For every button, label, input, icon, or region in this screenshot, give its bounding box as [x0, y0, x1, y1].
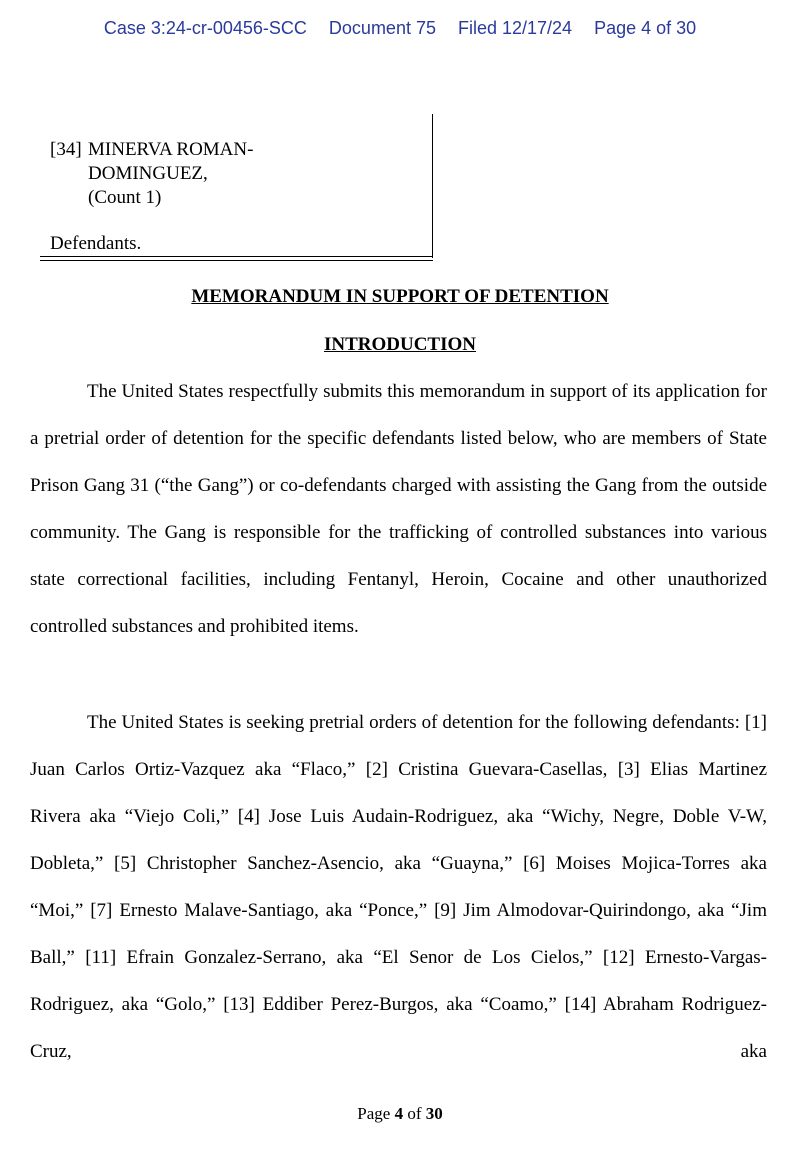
footer-page-number: 4: [394, 1104, 404, 1123]
section-heading: INTRODUCTION: [323, 334, 477, 355]
footer-page-word: Page: [357, 1104, 391, 1123]
page-footer: [0, 1104, 800, 1124]
defendants-label: Defendants.: [50, 233, 142, 254]
caption-rule-lower: [40, 260, 433, 261]
ecf-header: [0, 18, 800, 39]
defendant-number: [34]: [50, 139, 82, 160]
document-number: Document 75: [328, 18, 436, 38]
footer-of-word: of: [407, 1104, 422, 1123]
header-page-count: Page 4 of 30: [594, 18, 697, 38]
paragraph-introduction: The United States respectfully submits this memorandum in support of its application for a pretrial order of detention for the specific defendants listed below, who are members of State Prison Gang 31 (“the Gang”) or co-defendants charged with assisting the Gang from the outside community. The Gang is responsible for the trafficking of controlled substances into various state correctional facilities, including Fentanyl, Heroin, Cocaine and other unauthorized controlled substances and prohibited items.: [30, 381, 767, 637]
defendant-name-line1: MINERVA ROMAN-: [88, 139, 254, 160]
defendant-count: (Count 1): [88, 187, 162, 208]
footer-page-total: 30: [425, 1104, 443, 1123]
document-title: MEMORANDUM IN SUPPORT OF DETENTION: [191, 286, 609, 307]
paragraph-defendants-list: The United States is seeking pretrial orders of detention for the following defendants: [1] Juan Carlos Ortiz-Vazquez aka “Flaco,” [2] Cristina Guevara-Casellas, [3] Elias Martinez Rivera aka “Viejo Coli,” [4] Jose Luis Audain-Rodriguez, aka “Wichy, Negre, Doble V-W, Dobleta,” [5] Christopher Sanchez-Asencio, aka “Guayna,” [6] Moises Mojica-Torres aka “Moi,” [7] Ernesto Malave-Santiago, aka “Ponce,” [9] Jim Almodovar-Quirindongo, aka “Jim Ball,” [11] Efrain Gonzalez-Serrano, aka “El Senor de Los Cielos,” [12] Ernesto-Vargas-Rodriguez, aka “Golo,” [13] Eddiber Perez-Burgos, aka “Coamo,” [14] Abraham Rodriguez-Cruz, aka: [30, 712, 767, 1062]
filed-date: Filed 12/17/24: [457, 18, 573, 38]
caption-rule-upper: [40, 256, 433, 257]
defendant-name-line2: DOMINGUEZ,: [88, 163, 208, 184]
case-number: Case 3:24-cr-00456-SCC: [103, 18, 307, 38]
